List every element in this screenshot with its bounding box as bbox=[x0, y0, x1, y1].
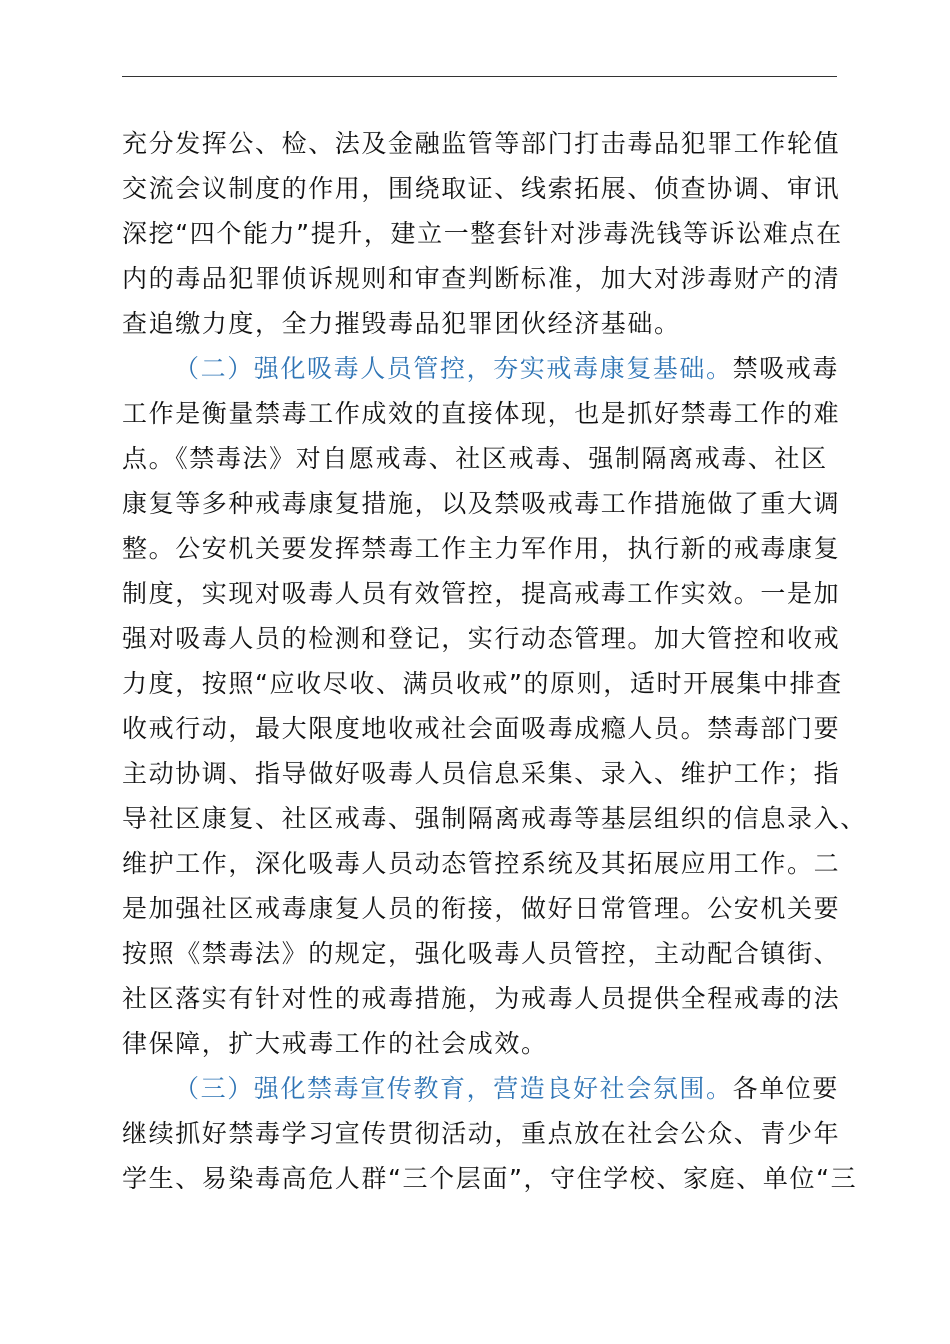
text-line: 继续抓好禁毒学习宣传贯彻活动，重点放在社会公众、青少年 bbox=[122, 1119, 841, 1148]
text-line: 维护工作，深化吸毒人员动态管控系统及其拓展应用工作。二 bbox=[122, 849, 841, 878]
paragraph-first-line bbox=[122, 1066, 840, 1111]
paragraph-3 bbox=[122, 1066, 858, 1201]
text-line: 力度，按照“应收尽收、满员收戒”的原则，适时开展集中排查 bbox=[122, 669, 843, 698]
text-line: 整。公安机关要发挥禁毒工作主力军作用，执行新的戒毒康复 bbox=[122, 534, 841, 563]
text-line: 导社区康复、社区戒毒、强制隔离戒毒等基层组织的信息录入、 bbox=[122, 804, 867, 833]
text-line: 学生、易染毒高危人群“三个层面”，守住学校、家庭、单位“三 bbox=[122, 1164, 858, 1193]
text-line: 制度，实现对吸毒人员有效管控，提高戒毒工作实效。一是加 bbox=[122, 579, 841, 608]
text-line: 康复等多种戒毒康复措施，以及禁吸戒毒工作措施做了重大调 bbox=[122, 489, 841, 518]
paragraph-1 bbox=[122, 121, 843, 346]
text-line: 是加强社区戒毒康复人员的衔接，做好日常管理。公安机关要 bbox=[122, 894, 841, 923]
section-heading-3: （三）强化禁毒宣传教育，营造良好社会氛围。 bbox=[174, 1074, 733, 1103]
text-line: 内的毒品犯罪侦诉规则和审查判断标准，加大对涉毒财产的清 bbox=[122, 264, 841, 293]
text-line: 强对吸毒人员的检测和登记，实行动态管理。加大管控和收戒 bbox=[122, 624, 841, 653]
text-line: 主动协调、指导做好吸毒人员信息采集、录入、维护工作；指 bbox=[122, 759, 841, 788]
text-line: 收戒行动，最大限度地收戒社会面吸毒成瘾人员。禁毒部门要 bbox=[122, 714, 841, 743]
text-line: 社区落实有针对性的戒毒措施，为戒毒人员提供全程戒毒的法 bbox=[122, 984, 841, 1013]
section-heading-2: （二）强化吸毒人员管控，夯实戒毒康复基础。 bbox=[174, 354, 733, 383]
text-line: 律保障，扩大戒毒工作的社会成效。 bbox=[122, 1029, 548, 1058]
text-run: 各单位要 bbox=[732, 1074, 840, 1103]
header-rule bbox=[122, 76, 837, 77]
paragraph-2 bbox=[122, 346, 867, 1066]
text-line: 查追缴力度，全力摧毁毒品犯罪团伙经济基础。 bbox=[122, 309, 681, 338]
document-body bbox=[122, 121, 867, 1201]
paragraph-first-line bbox=[122, 346, 840, 391]
text-line: 深挖“四个能力”提升，建立一整套针对涉毒洗钱等诉讼难点在 bbox=[122, 219, 843, 248]
text-line: 按照《禁毒法》的规定，强化吸毒人员管控，主动配合镇街、 bbox=[122, 939, 841, 968]
text-line: 充分发挥公、检、法及金融监管等部门打击毒品犯罪工作轮值 bbox=[122, 129, 841, 158]
text-line: 工作是衡量禁毒工作成效的直接体现，也是抓好禁毒工作的难 bbox=[122, 399, 841, 428]
text-line: 点。《禁毒法》对自愿戒毒、社区戒毒、强制隔离戒毒、社区 bbox=[122, 444, 828, 473]
text-line: 交流会议制度的作用，围绕取证、线索拓展、侦查协调、审讯 bbox=[122, 174, 841, 203]
text-run: 禁吸戒毒 bbox=[732, 354, 840, 383]
